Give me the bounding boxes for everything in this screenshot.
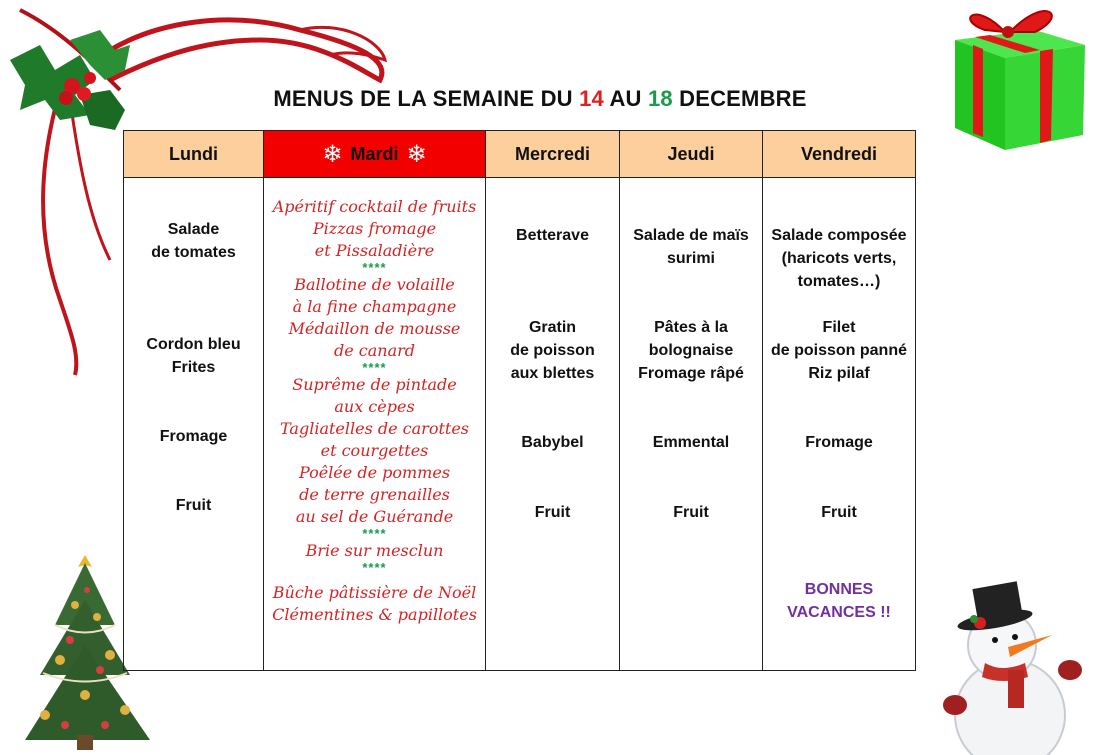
header-lundi: Lundi (124, 131, 264, 178)
vendredi-fromage: Fromage (805, 434, 873, 451)
lundi-fromage: Fromage (159, 428, 228, 445)
snowflake-icon: ❄ (406, 140, 427, 168)
mercredi-plat: Gratin de poisson aux blettes (510, 319, 595, 382)
jeudi-plat: Pâtes à la bolognaise Fromage râpé (638, 319, 744, 382)
mercredi-dessert: Fruit (534, 504, 571, 521)
title-end-day: 18 (647, 86, 673, 111)
holiday-message: BONNES VACANCES !! (787, 581, 891, 621)
column-lundi (124, 178, 264, 671)
separator: **** (362, 260, 387, 275)
snowflake-icon: ❄ (322, 140, 343, 168)
column-vendredi (763, 178, 916, 671)
menu-table (123, 130, 916, 671)
header-mardi: ❄ Mardi ❄ (264, 131, 486, 178)
vendredi-entree: Salade composée (haricots verts, tomates…) (771, 227, 907, 290)
lundi-entree: Salade de tomates (151, 221, 236, 261)
lundi-dessert: Fruit (175, 497, 212, 514)
title-start-day: 14 (579, 86, 604, 111)
column-jeudi (620, 178, 763, 671)
vendredi-plat: Filet de poisson panné Riz pilaf (770, 319, 907, 382)
separator: **** (362, 360, 387, 375)
jeudi-entree: Salade de maïs surimi (633, 227, 749, 267)
jeudi-fromage: Emmental (652, 434, 730, 451)
vendredi-dessert: Fruit (821, 504, 857, 521)
page-title: MENUS DE LA SEMAINE DU 14 AU 18 DECEMBRE (273, 86, 807, 111)
separator: **** (362, 560, 387, 575)
header-vendredi: Vendredi (763, 131, 916, 178)
lundi-plat: Cordon bleu Frites (146, 336, 241, 376)
jeudi-dessert: Fruit (673, 504, 709, 521)
mercredi-entree: Betterave (516, 227, 589, 244)
mercredi-fromage: Babybel (521, 434, 584, 451)
header-mercredi: Mercredi (486, 131, 620, 178)
snowman-decoration (940, 565, 1100, 755)
gift-box-decoration (945, 0, 1100, 155)
separator: **** (362, 526, 387, 541)
header-jeudi: Jeudi (620, 131, 763, 178)
column-mardi: Apéritif cocktail de fruits Pizzas fromage et Pissaladière **** Ballotine de volaille à la fine champagne Médaillon de mousse de canard **** Suprême de pintade aux cèpes Tagliatelles de carottes et courgettes Poêlée de pommes de terre grenailles au sel de Guérande **** Brie sur mesclun **** Bûche pâtissière de Noël Clémentines & papillotes (264, 178, 486, 671)
column-mercredi (486, 178, 620, 671)
